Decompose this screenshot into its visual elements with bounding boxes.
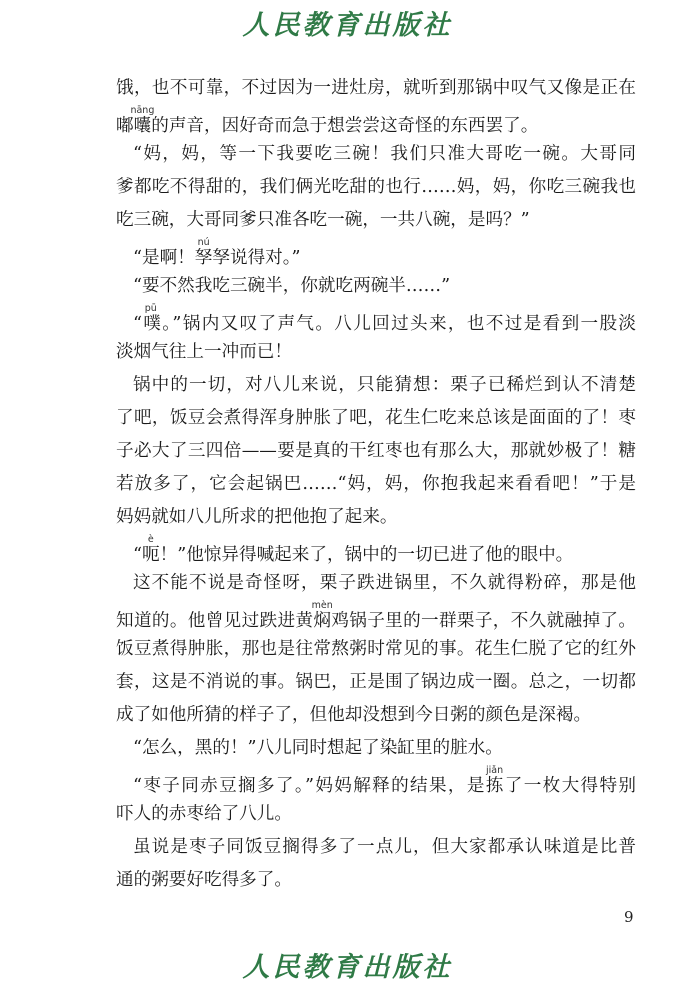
paragraph-line: 饭豆煮得肿胀，那也是往常熬粥时常见的事。花生仁脱了它的红外	[116, 639, 636, 659]
paragraph-line: 了吧，饭豆会煮得浑身肿胀了吧，花生仁吃来总该是面面的了！枣	[116, 408, 636, 428]
pinyin-annotation: 噗pū	[142, 303, 163, 334]
page-number: 9	[624, 908, 634, 926]
paragraph-line: 饿，也不可靠，不过因为一进灶房，就听到那锅中叹气又像是正在	[116, 78, 636, 98]
paragraph-line: “枣子同赤豆搁多了。”妈妈解释的结果，是拣jiǎn了一枚大得特别	[133, 765, 636, 796]
paragraph-line: 吃三碗，大哥同爹只准各吃一碗，一共八碗，是吗？”	[116, 210, 530, 230]
paragraph-line: “妈，妈，等一下我要吃三碗！我们只准大哥吃一碗。大哥同	[133, 144, 636, 164]
paragraph-line: 通的粥要好吃得多了。	[116, 870, 292, 890]
pinyin-annotation: 呃è	[142, 534, 160, 565]
paragraph-line: “怎么，黑的！”八儿同时想起了染缸里的脏水。	[133, 738, 503, 758]
paragraph-line: “呃è！”他惊异得喊起来了，锅中的一切已进了他的眼中。	[133, 534, 574, 565]
pinyin-annotation: 孥nú	[194, 237, 213, 268]
paragraph-line: 虽说是枣子同饭豆搁得多了一点儿，但大家都承认味道是比普	[133, 837, 636, 857]
paragraph-line: 子必大了三四倍——要是真的干红枣也有那么大，那就妙极了！糖	[116, 441, 636, 461]
body-text	[116, 72, 636, 897]
paragraph-line: 妈妈就如八儿所求的把他抱了起来。	[116, 507, 398, 527]
paragraph-line: 知道的。他曾见过跌进黄焖mèn鸡锅子里的一群栗子，不久就融掉了。	[116, 600, 636, 631]
paragraph-line: 吓人的赤枣给了八儿。	[116, 804, 292, 824]
publisher-logo-footer: 人民教育出版社	[242, 952, 453, 983]
paragraph-line: “是啊！孥nú孥说得对。”	[133, 237, 301, 268]
publisher-logo-header: 人民教育出版社	[242, 10, 453, 41]
pinyin-annotation: 囔nāng	[130, 105, 155, 136]
paragraph-line: 锅中的一切，对八儿来说，只能猜想：栗子已稀烂到认不清楚	[133, 375, 636, 395]
pinyin-annotation: 拣jiǎn	[485, 765, 505, 796]
paragraph-line: 淡烟气往上一冲而已！	[116, 342, 292, 362]
paragraph-line: “要不然我吃三碗半，你就吃两碗半……”	[133, 276, 451, 296]
paragraph-line: 这不能不说是奇怪呀，栗子跌进锅里，不久就得粉碎，那是他	[133, 573, 636, 593]
paragraph-line: 若放多了，它会起锅巴……“妈，妈，你抱我起来看看吧！”于是	[116, 474, 636, 494]
paragraph-line: 套，这是不消说的事。锅巴，正是围了锅边成一圈。总之，一切都	[116, 672, 636, 692]
paragraph-line: 嘟囔nāng的声音，因好奇而急于想尝尝这奇怪的东西罢了。	[116, 105, 539, 136]
paragraph-line: 爹都吃不得甜的，我们俩光吃甜的也行……妈，妈，你吃三碗我也	[116, 177, 636, 197]
paragraph-line: “噗pū。”锅内又叹了声气。八儿回过头来，也不过是看到一股淡	[133, 303, 636, 334]
pinyin-annotation: 焖mèn	[311, 600, 333, 631]
paragraph-line: 成了如他所猜的样子了，但他却没想到今日粥的颜色是深褐。	[116, 705, 592, 725]
